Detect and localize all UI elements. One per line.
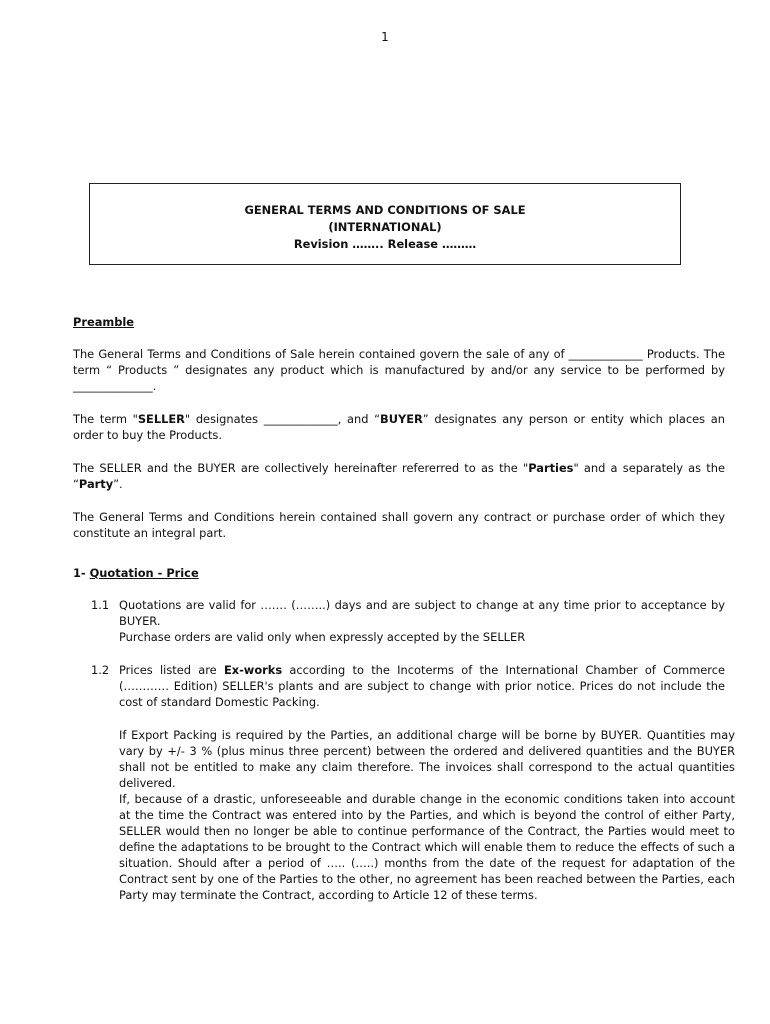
clause-1-2 xyxy=(91,662,725,710)
section-1-title: Quotation - Price xyxy=(89,566,199,580)
parties-term: Parties xyxy=(528,461,574,475)
section-1-heading xyxy=(73,565,725,581)
p3-text-b: " and a separately as the “ xyxy=(73,461,725,491)
revision-release-line: Revision …….. Release ……… xyxy=(293,237,477,251)
preamble-heading xyxy=(73,314,725,330)
seller-term: SELLER xyxy=(137,412,185,426)
ex-works-term: Ex-works xyxy=(223,663,283,677)
page-number: 1 xyxy=(381,30,389,44)
preamble-paragraph-1: The General Terms and Conditions of Sale herein contained govern the sale of any of _____________ Products. The term “ Products ” designates any product which is manufactured by and/or any service to be performed by ______________. xyxy=(73,347,725,393)
clause-body xyxy=(119,662,725,710)
title-box xyxy=(89,183,681,265)
preamble-heading-text: Preamble xyxy=(73,315,135,329)
p2-text-c: ” designates any person or entity which places an order to buy the Products. xyxy=(73,412,725,442)
party-term: Party xyxy=(78,477,114,491)
clause-1-2-text-b: according to the Incoterms of the International Chamber of Commerce (………… Edition) SELLER's plants and are subject to change with prior notice. Prices do not include the cost of standard Domestic Packing. xyxy=(119,663,725,709)
buyer-term: BUYER xyxy=(380,412,423,426)
p2-text-b: " designates _____________, and “ xyxy=(184,412,381,426)
document-title: GENERAL TERMS AND CONDITIONS OF SALE xyxy=(244,203,526,217)
clause-number: 1.2 xyxy=(91,663,110,677)
section-1-number: 1- xyxy=(73,566,86,580)
clause-1-1-line-2: Purchase orders are valid only when expressly accepted by the SELLER xyxy=(119,630,526,644)
clause-1-2-text-a: Prices listed are xyxy=(119,663,224,677)
economic-change-paragraph: If, because of a drastic, unforeseeable and durable change in the economic conditions taken into account at the time the Contract was entered into by the Parties, and which is beyond the control of either Party, SELLER would then no longer be able to continue performance of the Contract, the Parties would meet to define the adaptations to be brought to the Contract which will enable them to reduce the effects of such a situation. Should after a period of ….. (…..) months from the date of the request for adaptation of the Contract sent by one of the Parties to the other, no agreement has been reached between the Parties, each Party may terminate the Contract, according to Article 12 of these terms. xyxy=(119,792,735,902)
document-subtitle: (INTERNATIONAL) xyxy=(328,220,442,234)
clause-body xyxy=(119,597,725,645)
p2-text-a: The term " xyxy=(73,412,138,426)
clause-1-2-continuation xyxy=(119,727,735,903)
preamble-paragraph-4: The General Terms and Conditions herein contained shall govern any contract or purchase order of which they constitute an integral part. xyxy=(73,510,725,540)
clause-1-1-line-1: Quotations are valid for ……. (……..) days and are subject to change at any time prior to acceptance by BUYER. xyxy=(119,598,725,628)
clause-1-2-text xyxy=(119,662,725,710)
section-1-items xyxy=(91,597,725,710)
preamble-paragraph-3 xyxy=(73,460,725,492)
clause-number: 1.1 xyxy=(91,598,110,612)
p3-text-c: ”. xyxy=(113,477,123,491)
document-body xyxy=(73,314,735,903)
export-packing-paragraph: If Export Packing is required by the Parties, an additional charge will be borne by BUYER. Quantities may vary by +/- 3 % (plus minus three percent) between the ordered and delivered quantities and the BUYER shall not be entitled to make any claim therefore. The invoices shall correspond to the actual quantities delivered. xyxy=(119,728,735,790)
clause-1-1 xyxy=(91,597,725,645)
p3-text-a: The SELLER and the BUYER are collectively hereinafter refererred to as the " xyxy=(73,461,529,475)
title-block xyxy=(90,202,680,253)
preamble-paragraph-2 xyxy=(73,411,725,443)
